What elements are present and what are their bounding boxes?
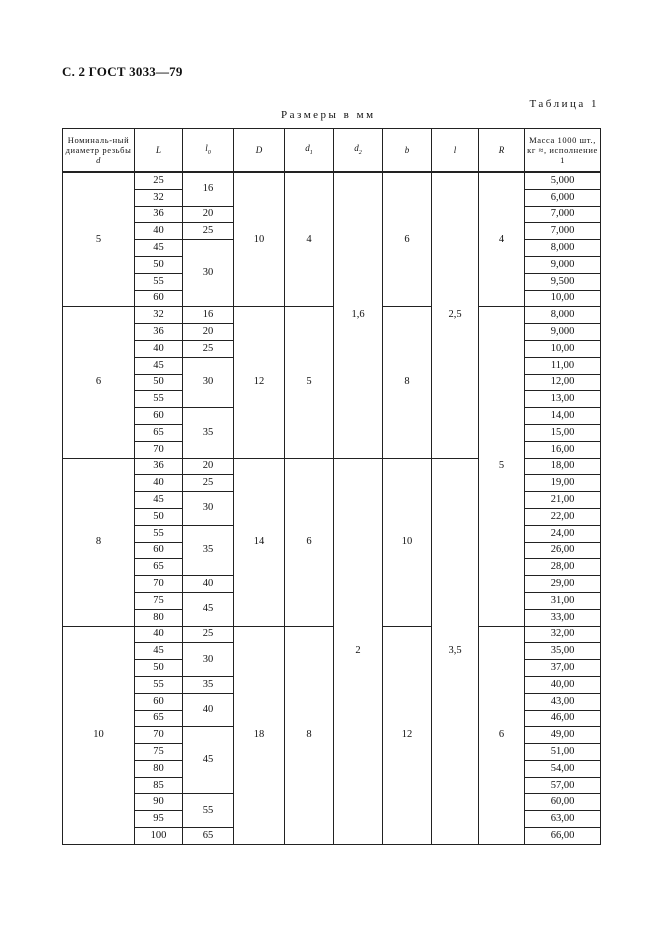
cell-d2: 1,6 xyxy=(334,172,383,458)
cell-L: 60 xyxy=(135,408,183,425)
cell-L: 45 xyxy=(135,643,183,660)
dimensions-table xyxy=(62,128,601,845)
cell-mass: 49,00 xyxy=(525,727,601,744)
cell-D: 18 xyxy=(234,626,285,844)
cell-nominal-diameter: 6 xyxy=(63,307,135,458)
cell-mass: 14,00 xyxy=(525,408,601,425)
cell-l0: 30 xyxy=(183,357,234,407)
cell-mass: 63,00 xyxy=(525,811,601,828)
cell-l0: 35 xyxy=(183,525,234,575)
cell-mass: 13,00 xyxy=(525,391,601,408)
cell-b: 12 xyxy=(383,626,432,844)
cell-mass: 37,00 xyxy=(525,660,601,677)
cell-mass: 16,00 xyxy=(525,441,601,458)
cell-b: 6 xyxy=(383,172,432,307)
cell-l0: 20 xyxy=(183,324,234,341)
col-b: b xyxy=(383,129,432,173)
col-nominal-label: Номиналь-ный диаметр резьбы xyxy=(65,135,132,155)
cell-L: 36 xyxy=(135,324,183,341)
cell-mass: 7,000 xyxy=(525,223,601,240)
cell-l0: 35 xyxy=(183,408,234,458)
cell-mass: 33,00 xyxy=(525,609,601,626)
cell-L: 32 xyxy=(135,307,183,324)
cell-L: 45 xyxy=(135,492,183,509)
col-mass: Масса 1000 шт., кг ≈, исполнение 1 xyxy=(525,129,601,173)
page-header: С. 2 ГОСТ 3033—79 xyxy=(62,64,183,79)
col-d1-sub: 1 xyxy=(309,149,313,156)
cell-l: 3,5 xyxy=(432,458,479,844)
cell-L: 45 xyxy=(135,357,183,374)
cell-nominal-diameter: 8 xyxy=(63,458,135,626)
cell-l: 2,5 xyxy=(432,172,479,458)
cell-l0: 65 xyxy=(183,828,234,845)
dimensions-caption: Размеры в мм xyxy=(281,109,376,121)
cell-mass: 6,000 xyxy=(525,189,601,206)
cell-l0: 30 xyxy=(183,492,234,526)
cell-L: 50 xyxy=(135,660,183,677)
col-l0-sub: 0 xyxy=(207,149,211,156)
cell-l0: 16 xyxy=(183,172,234,206)
cell-l0: 25 xyxy=(183,223,234,240)
cell-D: 14 xyxy=(234,458,285,626)
cell-mass: 51,00 xyxy=(525,744,601,761)
cell-L: 60 xyxy=(135,290,183,307)
cell-l0: 20 xyxy=(183,206,234,223)
cell-mass: 8,000 xyxy=(525,240,601,257)
cell-b: 10 xyxy=(383,458,432,626)
cell-mass: 7,000 xyxy=(525,206,601,223)
table-row xyxy=(63,172,601,189)
cell-mass: 29,00 xyxy=(525,576,601,593)
cell-mass: 32,00 xyxy=(525,626,601,643)
cell-L: 40 xyxy=(135,626,183,643)
cell-mass: 40,00 xyxy=(525,676,601,693)
cell-mass: 8,000 xyxy=(525,307,601,324)
cell-d2: 2 xyxy=(334,458,383,844)
cell-D: 10 xyxy=(234,172,285,307)
col-R: R xyxy=(479,129,525,173)
cell-l0: 55 xyxy=(183,794,234,828)
cell-L: 60 xyxy=(135,693,183,710)
cell-L: 95 xyxy=(135,811,183,828)
cell-nominal-diameter: 10 xyxy=(63,626,135,844)
col-l0 xyxy=(183,129,234,173)
cell-mass: 24,00 xyxy=(525,525,601,542)
cell-mass: 22,00 xyxy=(525,508,601,525)
cell-mass: 11,00 xyxy=(525,357,601,374)
cell-L: 90 xyxy=(135,794,183,811)
cell-l0: 16 xyxy=(183,307,234,324)
col-d1 xyxy=(285,129,334,173)
cell-d1: 6 xyxy=(285,458,334,626)
cell-mass: 15,00 xyxy=(525,424,601,441)
col-D: D xyxy=(234,129,285,173)
col-nominal-diameter xyxy=(63,129,135,173)
cell-mass: 9,000 xyxy=(525,324,601,341)
cell-mass: 18,00 xyxy=(525,458,601,475)
cell-L: 70 xyxy=(135,576,183,593)
cell-mass: 66,00 xyxy=(525,828,601,845)
cell-l0: 45 xyxy=(183,592,234,626)
cell-L: 50 xyxy=(135,508,183,525)
cell-L: 25 xyxy=(135,172,183,189)
cell-mass: 9,500 xyxy=(525,273,601,290)
cell-mass: 12,00 xyxy=(525,374,601,391)
cell-mass: 19,00 xyxy=(525,475,601,492)
cell-mass: 43,00 xyxy=(525,693,601,710)
cell-L: 60 xyxy=(135,542,183,559)
cell-L: 40 xyxy=(135,223,183,240)
cell-L: 80 xyxy=(135,760,183,777)
cell-L: 75 xyxy=(135,592,183,609)
col-d1-label: d xyxy=(305,142,310,153)
cell-mass: 9,000 xyxy=(525,256,601,273)
col-l0-label: l xyxy=(205,142,208,153)
cell-L: 32 xyxy=(135,189,183,206)
cell-d1: 5 xyxy=(285,307,334,458)
cell-L: 50 xyxy=(135,256,183,273)
cell-mass: 10,00 xyxy=(525,340,601,357)
cell-L: 70 xyxy=(135,727,183,744)
cell-L: 50 xyxy=(135,374,183,391)
cell-L: 65 xyxy=(135,424,183,441)
cell-L: 85 xyxy=(135,777,183,794)
cell-L: 36 xyxy=(135,206,183,223)
cell-mass: 31,00 xyxy=(525,592,601,609)
cell-l0: 40 xyxy=(183,576,234,593)
cell-l0: 40 xyxy=(183,693,234,727)
cell-L: 55 xyxy=(135,391,183,408)
cell-d1: 4 xyxy=(285,172,334,307)
table-label: Таблица 1 xyxy=(529,98,599,110)
col-nominal-var: d xyxy=(96,155,101,165)
cell-D: 12 xyxy=(234,307,285,458)
cell-l0: 45 xyxy=(183,727,234,794)
cell-l0: 25 xyxy=(183,626,234,643)
cell-L: 100 xyxy=(135,828,183,845)
cell-L: 80 xyxy=(135,609,183,626)
col-L: L xyxy=(135,129,183,173)
cell-nominal-diameter: 5 xyxy=(63,172,135,307)
cell-mass: 21,00 xyxy=(525,492,601,509)
cell-L: 75 xyxy=(135,744,183,761)
cell-l0: 35 xyxy=(183,676,234,693)
cell-d1: 8 xyxy=(285,626,334,844)
cell-L: 55 xyxy=(135,676,183,693)
cell-mass: 46,00 xyxy=(525,710,601,727)
cell-mass: 54,00 xyxy=(525,760,601,777)
cell-L: 55 xyxy=(135,273,183,290)
table-row xyxy=(63,626,601,643)
cell-mass: 28,00 xyxy=(525,559,601,576)
col-d2-label: d xyxy=(354,142,359,153)
cell-L: 65 xyxy=(135,559,183,576)
cell-mass: 57,00 xyxy=(525,777,601,794)
cell-L: 36 xyxy=(135,458,183,475)
table-row xyxy=(63,307,601,324)
cell-L: 40 xyxy=(135,340,183,357)
cell-R: 4 xyxy=(479,172,525,307)
cell-l0: 25 xyxy=(183,340,234,357)
cell-R: 5 xyxy=(479,307,525,626)
cell-L: 55 xyxy=(135,525,183,542)
cell-L: 70 xyxy=(135,441,183,458)
col-d2-sub: 2 xyxy=(358,149,362,156)
cell-l0: 20 xyxy=(183,458,234,475)
cell-mass: 26,00 xyxy=(525,542,601,559)
cell-mass: 5,000 xyxy=(525,172,601,189)
cell-l0: 30 xyxy=(183,240,234,307)
cell-b: 8 xyxy=(383,307,432,458)
cell-l0: 30 xyxy=(183,643,234,677)
cell-L: 45 xyxy=(135,240,183,257)
col-l: l xyxy=(432,129,479,173)
cell-R: 6 xyxy=(479,626,525,844)
cell-L: 40 xyxy=(135,475,183,492)
table-header-row xyxy=(63,129,601,173)
cell-L: 65 xyxy=(135,710,183,727)
cell-mass: 60,00 xyxy=(525,794,601,811)
cell-mass: 10,00 xyxy=(525,290,601,307)
cell-mass: 35,00 xyxy=(525,643,601,660)
cell-l0: 25 xyxy=(183,475,234,492)
col-d2 xyxy=(334,129,383,173)
